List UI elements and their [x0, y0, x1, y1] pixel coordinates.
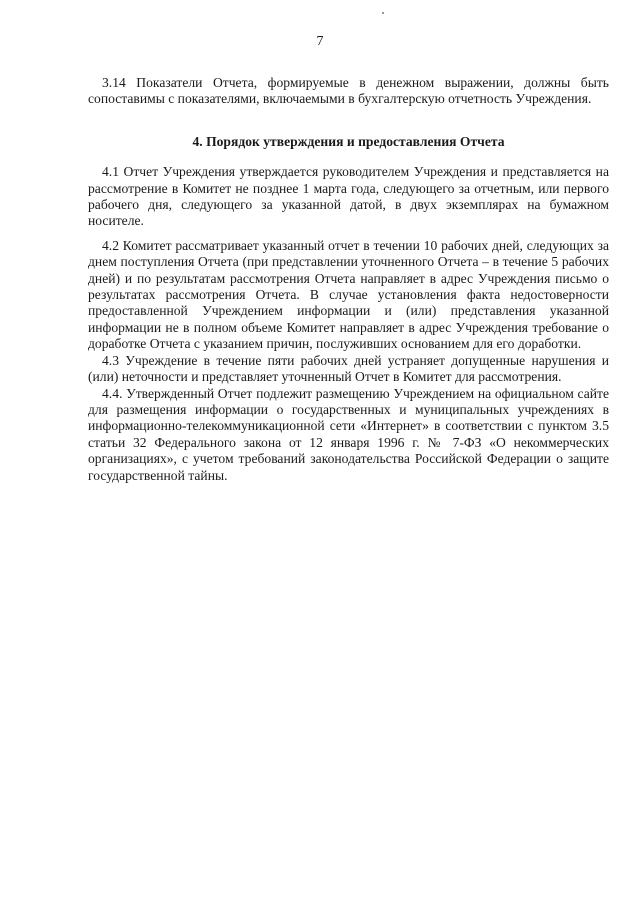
paragraph-3-14: 3.14 Показатели Отчета, формируемые в денежном выражении, должны быть сопоставимы с показателями, включаемыми в бухгалтерскую отчетность Учреждения.: [88, 75, 609, 107]
paragraph-4-3: 4.3 Учреждение в течение пяти рабочих дней устраняет допущенные нарушения и (или) неточности и представляет уточненный Отчет в Комитет для рассмотрения.: [88, 352, 609, 385]
section-heading-4: 4. Порядок утверждения и предоставления Отчета: [192, 133, 505, 149]
paragraph-4-2: 4.2 Комитет рассматривает указанный отчет в течении 10 рабочих дней, следующих за днем поступления Отчета (при представлении уточненного Отчета – в течение 5 рабочих дней) и по результатам рассмотрения Отчета направляет в адрес Учреждения письмо о результатах рассмотрения Отчета. В случае установления факта недостоверности предоставленной Учреждением информации и (или) представления указанной информации не в полном объеме Комитет направляет в адрес Учреждения требование о доработке Отчета с указанием причин, послуживших основанием для его доработки.: [88, 237, 609, 352]
paragraph-4-1: 4.1 Отчет Учреждения утверждается руководителем Учреждения и представляется на рассмотрение в Комитет не позднее 1 марта года, следующего за отчетным, или первого рабочего дня, следующего за указанной датой, в двух экземплярах на бумажном носителе.: [88, 164, 609, 229]
paragraph-4-4: 4.4. Утвержденный Отчет подлежит размещению Учреждением на официальном сайте для размещения информации о государственных и муниципальных учреждениях в информационно-телекоммуникационной сети «Интернет» в соответствии с пунктом 3.5 статьи 32 Федерального закона от 12 января 1996 г. № 7-ФЗ «О некоммерческих организациях», с учетом требований законодательства Российской Федерации о защите государственной тайны.: [88, 385, 609, 483]
page-number: 7: [316, 34, 324, 49]
scan-artifact-dot: [382, 12, 384, 14]
document-body: [88, 75, 609, 484]
